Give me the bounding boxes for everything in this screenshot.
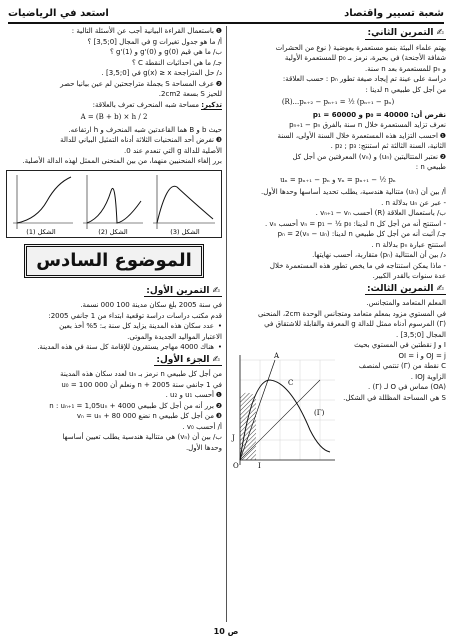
- bullet-icon: ❸: [215, 412, 222, 420]
- q-item: ❸ نفرض أحد المنحنيات الثلاثة أدناه التمثيل البياني للدالة: [60, 136, 222, 144]
- trapezoid-formula: A = (B + b) × h / 2: [80, 113, 148, 121]
- ex2-formula-2: uₙ = pₙ₊₁ − pₙ و vₙ = pₙ₊₁ − ½ pₙ: [280, 175, 396, 184]
- q-item: ❷ عرف المساحة S بجملة متراجحتين لم عين بيانيا حصر: [60, 79, 222, 88]
- label-a: A: [274, 352, 280, 360]
- part1-line: ب/ بين أن (vₙ) هي متتالية هندسية يطلب تعيين أساسها: [62, 433, 222, 441]
- part1-line: من أجل كل طبيعي n نرمز بـ uₙ لعدد سكان هذه المدينة: [60, 370, 222, 378]
- exercise-1-title: ✍التمرين الأول:: [146, 285, 220, 296]
- ex1-line: الاعتبار المواليد الجديدة والموتى.: [127, 332, 222, 341]
- part-1-title: ✍الجزء الأول:: [156, 354, 220, 365]
- reminder-text-2: حيث b و B هما القاعدتين شبه المنحرف و h ارتفاعه.: [68, 125, 222, 134]
- figure-2-label: الشكل (2): [98, 227, 128, 236]
- ex2-line: شفافة الأجنحة) في بحيرة، نرمز بـ p₀ للمستعمرة الأولية: [284, 54, 446, 62]
- ex3-graph-text: [336, 340, 446, 403]
- ex2-part: - ماذا يمكن استنتاجه في ما يخص تطور هذه المستعمرة خلال: [269, 261, 446, 270]
- ex3-graph-line: OJ = j و OI = i: [398, 351, 446, 360]
- ex2-item-cont: طبيعي n :: [415, 163, 446, 171]
- label-o: O: [233, 462, 239, 470]
- page-header: [8, 4, 444, 22]
- ex3-line: في المستوي مزود بمعلم متعامد ومتجانس الوحدة 2cm، المنحنى: [257, 309, 446, 318]
- figure-3-label: الشكل (3): [170, 227, 200, 236]
- bullet-icon: ❷: [215, 401, 222, 410]
- dot-icon: •: [217, 343, 222, 351]
- ex1-line: في سنة 2005 بلغ سكان مدينة 100 000 نسمة.: [80, 301, 222, 309]
- ex1-line: قدم مكتب دراسات دراسة توقعية ابتداء من 1 جانفي 2005:: [48, 311, 222, 320]
- bullet-icon: ❷: [215, 79, 222, 88]
- ex2-definition: نعرف تزايد المستعمرة خلال n سنة بالفرق pₙ₊₁ − pₙ: [289, 121, 446, 129]
- q-line: جـ/ ما هي احداثيات النقطة C ؟: [131, 58, 222, 67]
- bullet-icon: ❶: [215, 391, 222, 399]
- ex2-part: أ/ بين أن (uₙ) متتالية هندسية، يطلب تحديد أساسها وحدها الأول.: [261, 188, 446, 196]
- q-item: ❶ باستعمال القراءة البيانية أجب عن الأسئلة التالية :: [71, 27, 222, 35]
- figure-2-curve: [87, 188, 141, 223]
- figure-1-curve: [17, 177, 71, 223]
- bullet-icon: ❶: [215, 27, 222, 35]
- ex1-bullet: • هناك 4000 مهاجر يستقرون للإقامة كل سنة في هذه المدينة.: [37, 343, 222, 351]
- ex3-graph-line: C نقطة من (Γ) تنتمي لمنصف: [358, 362, 446, 370]
- exercise-3-title: ✍التمرين الثالث:: [367, 283, 444, 294]
- label-c: C: [288, 379, 294, 387]
- header-right: شعبة تسيير واقتصاد: [344, 7, 444, 19]
- label-gamma: (Γ): [314, 409, 325, 417]
- pen-icon: ✍: [212, 285, 220, 296]
- bullet-icon: ❷: [439, 152, 446, 161]
- part1-line: في 1 جانفي سنة 2005 + n ونعلم أن u₀ = 100 000: [61, 380, 222, 389]
- q-line: ب/ ما هي قيم g(0) و g'(0) و g'(1) ؟: [110, 48, 222, 56]
- reminder: تذكير: مساحة شبه المنحرف تعرف بالعلاقة:: [92, 100, 222, 109]
- ex2-item: ❶ احسب التزايد هذه المستعمرة خلال السنة الأولى، السنة: [277, 131, 446, 140]
- q-line: برر إلغاء المنحنيين منهما، من بين المنحنى الممثل لهذه الدالة الأصلية.: [22, 157, 222, 165]
- exercise-2-title: ✍التمرين الثاني:: [367, 28, 444, 38]
- ex2-part: جـ/ أثبت أنه من أجل كل طبيعي n لدينا: pₙ = 2(vₙ − uₙ): [277, 230, 446, 238]
- ex3-graph: [230, 340, 340, 470]
- figure-3-curve: [157, 186, 213, 223]
- ex2-part: د/ بين أن المتتالية (pₙ) متقاربة، أحسب نهايتها.: [312, 251, 446, 259]
- page-footer: [0, 627, 452, 636]
- q-line: للحيز S بسعة 2cm2.: [158, 90, 222, 98]
- ex3-graph-line: الزاوية IOJ .: [410, 372, 446, 381]
- column-divider: [226, 26, 227, 622]
- part1-item: ❶ أحسب u₁ و u₂ .: [165, 391, 222, 399]
- bullet-icon: ❸: [215, 136, 222, 144]
- ex3-graph-line: I و J نقطتين في المستوي بحيث: [354, 341, 446, 349]
- shaded-area: [240, 393, 256, 460]
- ex1-bullet: • عدد سكان هذه المدينة يزايد كل سنة بـ: 5% أخذ بعين: [59, 322, 222, 330]
- ex2-item: ❷ نعتبر المتتاليتين (uₙ) و (vₙ) المعرفتين من أجل كل: [292, 152, 446, 161]
- header-rule: [8, 22, 444, 24]
- label-j: J: [232, 434, 235, 442]
- ex2-part: عدة سنوات بالقدر الكبير.: [372, 272, 446, 280]
- page-number: 10 ص: [213, 627, 239, 636]
- part1-item: ❷ برر أنه من أجل كل طبيعي n : uₙ₊₁ = 1,05uₙ + 4000: [49, 401, 222, 410]
- ex2-part: ب/ باستعمال العلاقة (R) أحسب vₙ₊₁ − vₙ .: [315, 209, 446, 217]
- bullet-icon: ❶: [439, 131, 446, 140]
- ex3-graph-line: S هي المساحة المظللة في الشكل.: [343, 393, 446, 402]
- ex2-item-cont: الثانية، السنة الثالثة ثم استنتج: p₂ ; p₃ .: [330, 142, 446, 150]
- ex2-line: من أجل كل طبيعي n لدينا :: [365, 85, 446, 94]
- ex3-graph-block: [230, 340, 446, 470]
- ex3-line: المجال [0;3,5] .: [396, 330, 446, 339]
- ex2-line: و pₙ للمستعمرة بعد n سنة.: [365, 64, 446, 73]
- part1-line: أ/ أحسب v₀ .: [182, 422, 222, 431]
- left-column: [6, 26, 222, 622]
- subject-title: الموضوع السادس: [24, 244, 204, 278]
- part1-item: ❸ من أجل كل طبيعي n نضع vₙ = uₙ + 80 000: [76, 412, 222, 420]
- ex3-graph-line: (OA) مماس في O لـ (Γ) .: [368, 383, 446, 391]
- q-line: الأصلية للدالة g التي تنعدم عند 0.: [124, 146, 222, 155]
- ex3-line: (Γ) المرسوم أدناه ممثل للدالة g المعرفة والقابلة للاشتقاق في: [264, 320, 446, 328]
- label-i: I: [258, 462, 261, 470]
- q-line: د/ حل المتراجحة g(x) ≥ x في [0;3,5] .: [101, 69, 222, 77]
- header-left: استعد في الرياضيات: [8, 7, 109, 19]
- ex2-formula: (R)...pₙ₊₂ − pₙ₊₁ = ½ (pₙ₊₁ − pₙ): [281, 98, 395, 106]
- figure-1-label: الشكل (1): [26, 227, 56, 236]
- pen-icon: ✍: [212, 354, 220, 365]
- ex3-line: المعلم المتعامد والمتجانس.: [366, 299, 446, 307]
- reminder-title: تذكير:: [201, 100, 222, 109]
- ex2-line: دراسة على عينة تم إيجاد صيغة تطور pₙ : حسب العلاقة:: [282, 75, 446, 83]
- right-column: [230, 26, 446, 622]
- ex2-part: استنتج عبارة pₙ بدلالة n .: [371, 240, 446, 249]
- ex2-assumption: نفرض أن: p₀ = 40000 و p₁ = 60000: [312, 110, 446, 119]
- pen-icon: ✍: [436, 28, 444, 38]
- ex2-part: - عبر عن uₙ بدلالة n .: [381, 198, 446, 207]
- figures-frame: [6, 170, 222, 238]
- pen-icon: ✍: [436, 283, 444, 294]
- part1-line: وحدها الأول.: [185, 443, 222, 452]
- ex2-line: يهتم علماء البيئة بنمو مستعمرة بعوضية ( نوع من الحشرات: [275, 43, 446, 52]
- q-line: أ/ ما هو جدول تغيرات g في المجال [0;3,5] ؟: [87, 37, 222, 46]
- dot-icon: •: [217, 322, 222, 330]
- three-figures: [7, 171, 221, 237]
- ex2-part: - استنتج أنه من أجل كل n لدينا: vₙ = p₁ − ½ p₀ أحسب vₙ .: [264, 219, 446, 228]
